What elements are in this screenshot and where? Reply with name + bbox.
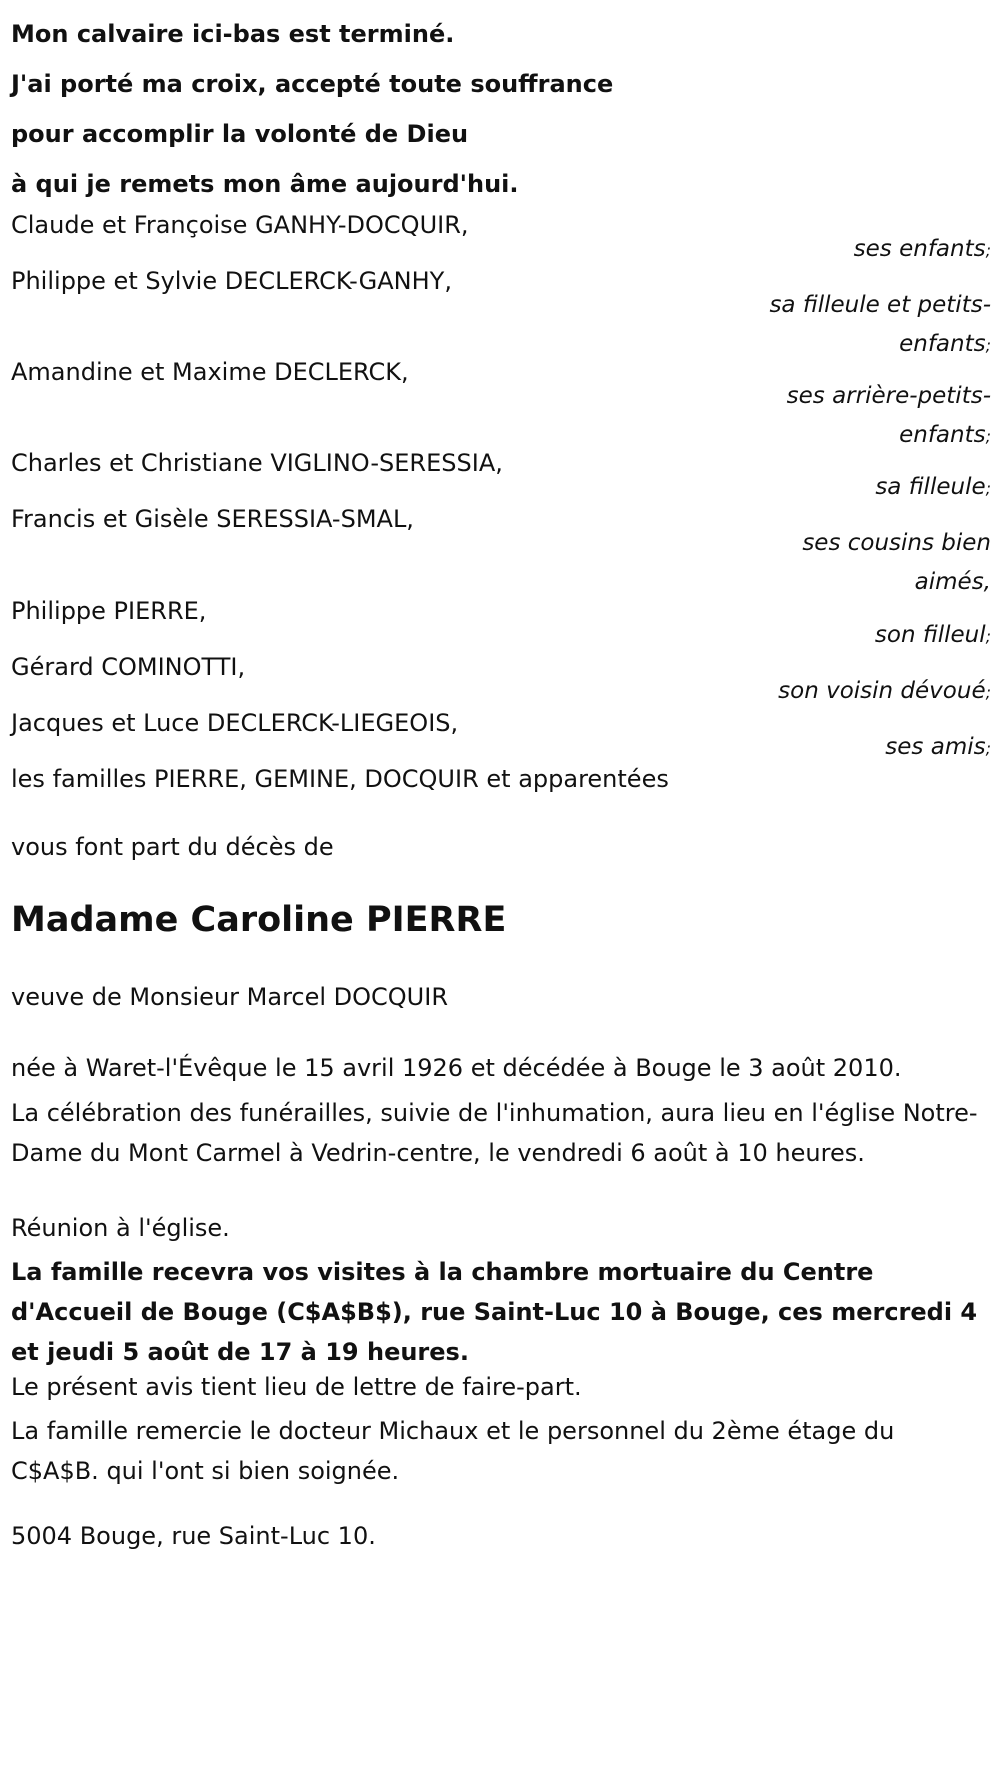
relation-separator: ;	[985, 427, 991, 446]
epitaph-line: pour accomplir la volonté de Dieu	[11, 120, 469, 148]
family-relation	[854, 230, 991, 270]
family-relation	[875, 616, 991, 656]
family-relation	[787, 377, 991, 456]
relation-line: aimés,	[914, 569, 991, 595]
announcement: vous font part du décès de	[11, 833, 334, 861]
relation-separator: ;	[985, 627, 991, 646]
relation-separator: ;	[985, 683, 991, 702]
relation-line: sa filleule et petits-	[769, 292, 991, 318]
family-names: Jacques et Luce DECLERCK-LIEGEOIS,	[11, 709, 459, 737]
relation-line: son filleul;	[874, 622, 991, 648]
relation-line: sa filleule;	[875, 474, 991, 500]
relation-line: ses cousins bien	[802, 530, 991, 556]
widow-of: veuve de Monsieur Marcel DOCQUIR	[11, 983, 449, 1011]
relation-line: ses arrière-petits-	[786, 383, 991, 409]
relation-separator: ;	[985, 241, 991, 260]
relation-separator: ;	[985, 739, 991, 758]
funeral-details: La célébration des funérailles, suivie de l'inhumation, aura lieu en l'église Notre-Dame du Mont Carmel à Vedrin-centre, le vendredi 6 août à 10 heures.	[11, 1099, 978, 1167]
family-relation	[802, 524, 991, 602]
meeting-info: Réunion à l'église.	[11, 1214, 230, 1242]
relation-line: enfants;	[899, 331, 991, 357]
epitaph	[11, 0, 989, 209]
relation-separator: ;	[985, 479, 991, 498]
family-relation	[769, 286, 991, 365]
visits-info: La famille recevra vos visites à la chambre mortuaire du Centre d'Accueil de Bouge (C$A$B$), rue Saint-Luc 10 à Bouge, ces mercredi 4 et jeudi 5 août de 17 à 19 heures.	[11, 1258, 978, 1366]
family-relation	[885, 728, 991, 768]
notice: Le présent avis tient lieu de lettre de faire-part.	[11, 1373, 582, 1401]
family-names: Philippe PIERRE,	[11, 597, 207, 625]
family-relation	[778, 672, 991, 712]
family-relation	[875, 468, 991, 508]
birth-death: née à Waret-l'Évêque le 15 avril 1926 et décédée à Bouge le 3 août 2010.	[11, 1054, 902, 1082]
family-names: Gérard COMINOTTI,	[11, 653, 246, 681]
family-names: Claude et Françoise GANHY-DOCQUIR,	[11, 211, 469, 239]
relation-line: son voisin dévoué;	[778, 678, 991, 704]
relation-line: ses enfants;	[853, 236, 991, 262]
family-names: Philippe et Sylvie DECLERCK-GANHY,	[11, 267, 452, 295]
deceased-name: Madame Caroline PIERRE	[11, 900, 507, 940]
relation-line: ses amis;	[885, 734, 991, 760]
epitaph-line: à qui je remets mon âme aujourd'hui.	[11, 170, 519, 198]
relation-line: enfants;	[899, 422, 991, 448]
family-names: Francis et Gisèle SERESSIA-SMAL,	[11, 505, 414, 533]
thanks: La famille remercie le docteur Michaux et le personnel du 2ème étage du C$A$B. qui l'ont si bien soignée.	[11, 1417, 895, 1485]
epitaph-line: Mon calvaire ici-bas est terminé.	[11, 20, 455, 48]
relation-separator: ;	[985, 336, 991, 355]
family-names: Amandine et Maxime DECLERCK,	[11, 358, 409, 386]
extended-family: les familles PIERRE, GEMINE, DOCQUIR et apparentées	[11, 765, 669, 793]
address: 5004 Bouge, rue Saint-Luc 10.	[11, 1522, 376, 1550]
epitaph-line: J'ai porté ma croix, accepté toute souffrance	[11, 70, 614, 98]
family-names: Charles et Christiane VIGLINO-SERESSIA,	[11, 449, 503, 477]
